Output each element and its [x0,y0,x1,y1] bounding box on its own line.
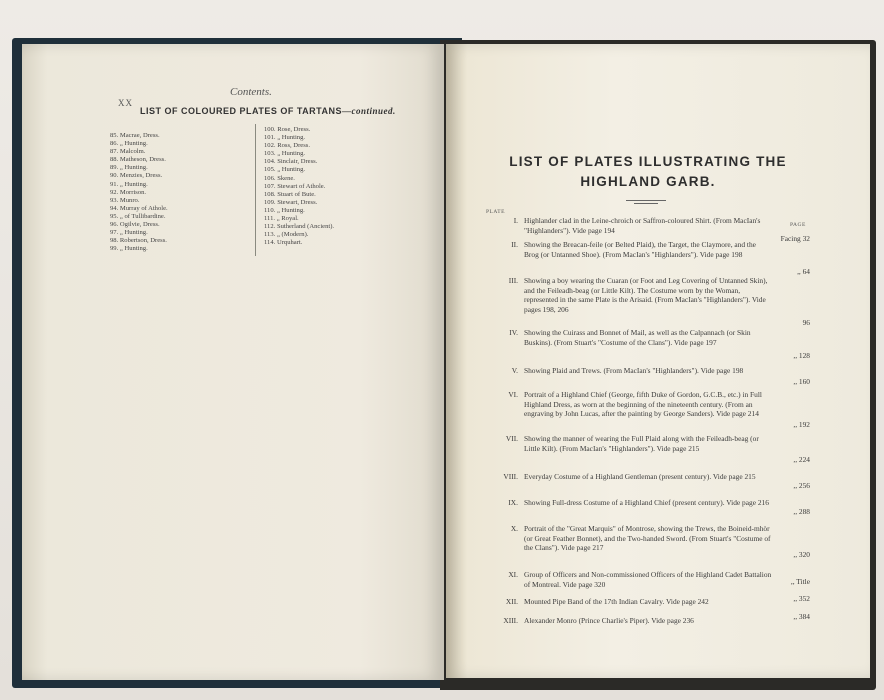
plate-entry [496,366,814,388]
plate-description: Portrait of a Highland Chief (George, fifth Duke of Gordon, G.C.B., etc.) in Full Highland Dress, as worn at the beginning of the nineteenth century. (From an engraving by John Lucas, after the painting by George Sanders). Vide page 214 [524,390,762,419]
plate-entry [496,570,814,592]
tartan-list-item: 111. „ Royal. [264,215,299,223]
tartan-list-item: 86. „ Hunting. [110,140,148,148]
tartan-list-item: 106. Skene. [264,174,295,182]
plate-number: II. [511,240,518,249]
plate-page: ,, 160 [793,377,810,386]
plate-description: Showing Plaid and Trews. (From MacIan's "Highlanders"). Vide page 198 [524,366,744,375]
tartan-list-item: 94. Murray of Athole. [110,204,168,212]
tartan-list-item: 95. „ of Tullibardine. [110,212,166,220]
tartan-list-item: 108. Stuart of Bute. [264,190,316,198]
left-page-number: XX [118,98,133,108]
plate-page: ,, 352 [793,594,810,603]
plate-entry [496,524,814,564]
tartan-list-item: 98. Robertson, Dress. [110,237,167,245]
plate-page: ,, 320 [793,550,810,559]
plate-entry [496,434,814,464]
plate-page: ,, 288 [793,507,810,516]
plate-number: III. [508,276,518,285]
plate-description: Showing the Cuirass and Bonnet of Mail, as well as the Calpannach (or Skin Buskins). (From Stuart's "Costume of the Clans"). Vide page 197 [524,328,751,347]
tartan-list-item: 103. „ Hunting. [264,150,306,158]
tartan-list-item: 91. „ Hunting. [110,180,148,188]
tartan-heading-suffix: —continued. [342,106,396,116]
tartan-list-item: 99. „ Hunting. [110,245,148,253]
contents-running-head: Contents. [230,86,272,98]
plate-entry [496,240,814,276]
plates-title-line-1: LIST OF PLATES ILLUSTRATING THE [509,154,787,169]
plate-number: X. [510,524,518,533]
plate-number: XI. [508,570,518,579]
plate-page: ,, 128 [793,351,810,360]
title-rule-short [634,203,658,204]
tartan-list-item: 87. Malcolm. [110,148,146,156]
plate-entry [496,472,814,494]
plate-page: ,, 224 [793,455,810,464]
left-page [22,44,444,680]
plates-title-line-2: HIGHLAND GARB. [580,174,716,189]
plate-description: Everyday Costume of a Highland Gentleman (present century). Vide page 215 [524,472,756,481]
plate-number: XII. [505,597,518,606]
plate-number: V. [511,366,518,375]
plate-description: Showing the manner of wearing the Full Plaid along with the Feileadh-beag (or Little Kilt). (From MacIan's "Highlanders"). Vide page 215 [524,434,759,453]
tartan-list-item: 107. Stewart of Athole. [264,182,326,190]
plate-page: Facing 32 [780,234,810,243]
plate-page: ,, 256 [793,481,810,490]
tartan-list-item: 96. Ogilvie, Dress. [110,221,160,229]
tartan-list-item: 97. „ Hunting. [110,229,148,237]
tartan-list-item: 110. „ Hunting. [264,206,305,214]
tartan-list-item: 93. Munro. [110,196,140,204]
plate-description: Mounted Pipe Band of the 17th Indian Cavalry. Vide page 242 [524,597,709,606]
plate-number: XIII. [503,616,518,625]
plate-entry [496,390,814,430]
tartan-heading-text: LIST OF COLOURED PLATES OF TARTANS [140,106,342,116]
plate-entry [496,594,814,609]
tartan-plates-heading [140,106,396,116]
tartan-list-item: 101. „ Hunting. [264,134,306,142]
tartan-list-item: 90. Menzies, Dress. [110,172,163,180]
tartan-list-item: 100. Rose, Dress. [264,126,311,133]
plate-description: Group of Officers and Non-commissioned Officers of the Highland Cadet Battalion of Montreal. Vide page 320 [524,570,772,589]
plates-title [458,152,838,192]
tartan-list-item: 88. Matheson, Dress. [110,156,166,164]
tartan-list-item: 113. „ (Modern). [264,231,309,239]
plate-page: 96 [802,318,810,327]
page-column-header: PAGE [790,222,806,228]
plate-number: IX. [508,498,518,507]
plate-description: Showing the Breacan-feile (or Belted Plaid), the Target, the Claymore, and the Brog (or Untanned Shoe). (From MacIan's "Highlanders"). Vide page 198 [524,240,756,259]
plate-number: VIII. [503,472,518,481]
plate-page: ,, 192 [793,420,810,429]
plate-column-header: PLATE [486,209,505,215]
plate-number: VI. [508,390,518,399]
title-rule [626,200,666,201]
plate-description: Highlander clad in the Leine-chroich or Saffron-coloured Shirt. (From MacIan's "Highlanders"). Vide page 194 [524,216,761,235]
plate-page: ,, Title [790,577,810,586]
plate-description: Portrait of the "Great Marquis" of Montrose, showing the Trews, the Boineid-mhòr (or Great Feather Bonnet), and the Two-handed Sword. (From Stuart's "Costume of the Clans"). Vide page 217 [524,524,771,553]
tartan-list-item: 112. Sutherland (Ancient). [264,223,335,231]
plate-page: ,, 384 [793,612,810,621]
tartan-list-item: 109. Stewart, Dress. [264,198,318,206]
tartan-list-item: 85. Macrae, Dress. [110,132,160,139]
column-divider [255,124,256,256]
plate-description: Alexander Monro (Prince Charlie's Piper). Vide page 236 [524,616,694,625]
plate-number: VII. [505,434,518,443]
tartan-list-item: 104. Sinclair, Dress. [264,158,318,166]
plate-description: Showing a boy wearing the Cuaran (or Foot and Leg Covering of Untanned Skin), and the Feileadh-beag (or Little Kilt). The Costume worn by the Woman, represented in the same Plate is the Arisaid. (From MacIan's "Highlanders"). Vide pages 198, 206 [524,276,768,314]
plate-page: ,, 64 [797,267,810,276]
tartan-list-column-1 [110,132,168,253]
tartan-list-item: 114. Urquhart. [264,239,303,247]
tartan-list-item: 105. „ Hunting. [264,166,306,174]
plate-description: Showing Full-dress Costume of a Highland Chief (present century). Vide page 216 [524,498,769,507]
plate-entry [496,328,814,358]
tartan-list-item: 89. „ Hunting. [110,164,148,172]
plate-number: IV. [509,328,518,337]
tartan-list-item: 92. Morrison. [110,188,147,196]
plate-entry [496,612,814,628]
plate-entry [496,498,814,520]
tartan-list-item: 102. Ross, Dress. [264,142,310,150]
plate-number: I. [513,216,518,225]
tartan-list-column-2 [264,126,334,247]
plate-entry [496,276,814,327]
